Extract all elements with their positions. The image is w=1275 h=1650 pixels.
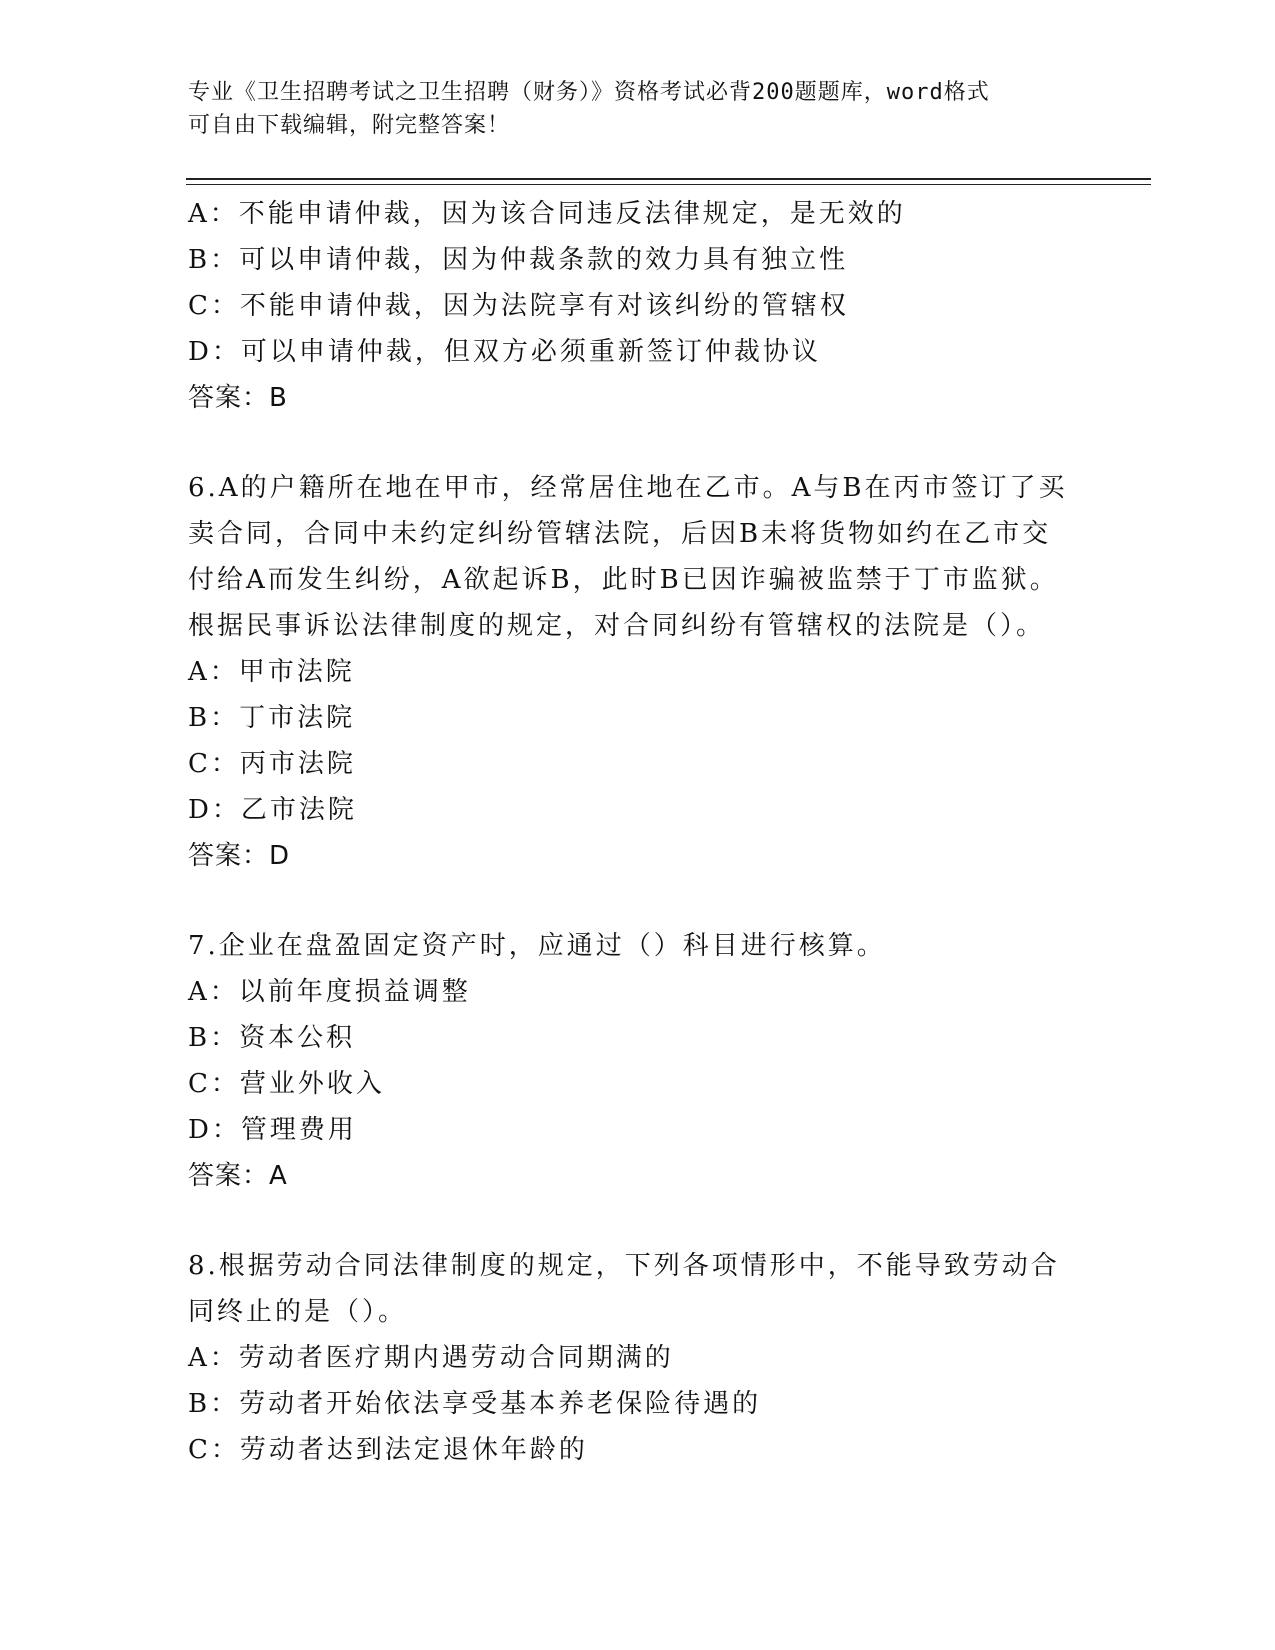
answer-line: 答案：D (188, 841, 291, 871)
question-stem-line: 同终止的是（）。 (188, 1297, 408, 1327)
option-a: A：劳动者医疗期内遇劳动合同期满的 (188, 1343, 674, 1373)
spacer (188, 879, 1088, 923)
header-line-2: 可自由下载编辑，附完整答案！ (188, 113, 511, 138)
header-line-1: 专业《卫生招聘考试之卫生招聘（财务）》资格考试必背200题题库，word格式 (188, 80, 990, 105)
question-stem-line: 6.A的户籍所在地在甲市，经常居住地在乙市。A与B在丙市签订了买 (188, 473, 1068, 503)
question-stem-line: 8.根据劳动合同法律制度的规定，下列各项情形中，不能导致劳动合 (188, 1251, 1060, 1281)
header-rule-thin (186, 184, 1151, 185)
option-a: A：不能申请仲裁，因为该合同违反法律规定，是无效的 (188, 199, 906, 229)
option-d: D：管理费用 (188, 1115, 357, 1145)
option-a: A：甲市法院 (188, 657, 355, 687)
document-header (188, 76, 1078, 142)
question-stem-line: 根据民事诉讼法律制度的规定，对合同纠纷有管辖权的法院是（）。 (188, 611, 1046, 641)
spacer (188, 421, 1088, 465)
option-b: B：可以申请仲裁，因为仲裁条款的效力具有独立性 (188, 245, 849, 275)
option-b: B：丁市法院 (188, 703, 356, 733)
question-5 (188, 191, 1088, 421)
answer-line: 答案：B (188, 383, 288, 413)
spacer (188, 1199, 1088, 1243)
option-b: B：劳动者开始依法享受基本养老保险待遇的 (188, 1389, 762, 1419)
option-b: B：资本公积 (188, 1023, 356, 1053)
answer-line: 答案：A (188, 1161, 288, 1191)
option-c: C：不能申请仲裁，因为法院享有对该纠纷的管辖权 (188, 291, 849, 321)
option-d: D：可以申请仲裁，但双方必须重新签订仲裁协议 (188, 337, 821, 367)
question-stem-line: 卖合同，合同中未约定纠纷管辖法院，后因B未将货物如约在乙市交 (188, 519, 1052, 549)
question-stem-line: 付给A而发生纠纷，A欲起诉B，此时B已因诈骗被监禁于丁市监狱。 (188, 565, 1059, 595)
question-8 (188, 1243, 1088, 1473)
question-7 (188, 923, 1088, 1199)
question-6 (188, 465, 1088, 879)
option-a: A：以前年度损益调整 (188, 977, 471, 1007)
option-c: C：营业外收入 (188, 1069, 385, 1099)
question-stem-line: 7.企业在盘盈固定资产时，应通过（）科目进行核算。 (188, 931, 886, 961)
header-rule-thick (186, 178, 1151, 180)
question-content (188, 191, 1088, 1473)
option-c: C：丙市法院 (188, 749, 356, 779)
option-d: D：乙市法院 (188, 795, 357, 825)
option-c: C：劳动者达到法定退休年龄的 (188, 1435, 588, 1465)
